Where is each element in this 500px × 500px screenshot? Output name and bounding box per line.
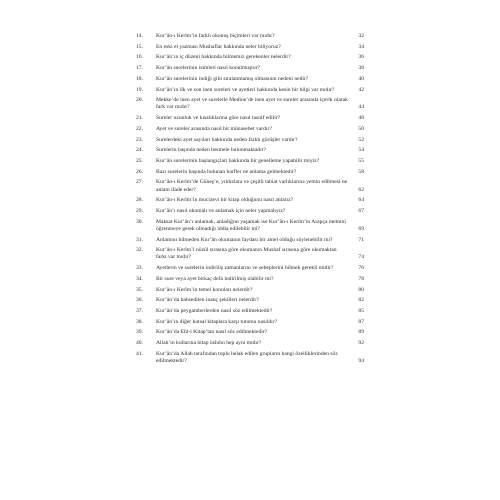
toc-entry-page-number: 36: [358, 54, 364, 61]
toc-entry-title: Kur’ân-ı Kerîm’in farklı okunuş biçimleri var mıdır?: [156, 33, 275, 39]
toc-entry-title: Kur’ân’ın iç düzeni hakkında bilmemiz gerekenler nelerdir?: [156, 54, 291, 61]
toc-entry-title: Kur’ân-ı Kerîm’de Güneş’e, yıldızlara ve çeşitli tabiat varlıklarına yemin edilmesi ne anlam ifade eder?: [156, 179, 348, 193]
toc-entry-number: 17.: [136, 65, 143, 72]
toc-entry-number: 32.: [136, 247, 143, 254]
toc-entry: [136, 44, 364, 51]
toc-entry: [136, 247, 364, 261]
toc-entry-number: 14.: [136, 33, 143, 39]
toc-entry-title: Kur’ân’ın ilk ve son inen sureleri ve ayetleri hakkında kesin bir bilgi var mıdır?: [156, 86, 335, 93]
toc-entry: [136, 158, 364, 165]
toc-entry-page-number: 44: [358, 104, 364, 111]
toc-entry-title: Ayet ve sureler arasında nasıl bir münasebet vardır?: [156, 125, 272, 132]
toc-entry-page-number: 32: [358, 33, 364, 39]
toc-entry-page-number: 89: [358, 329, 364, 336]
toc-entry-title: Bir sure veya ayet birkaç defa indirilmiş olabilir mi?: [156, 275, 274, 282]
toc-entry-title: Kur’ân’da peygamberlerden nasıl söz edilmektedir?: [156, 307, 273, 314]
toc-entry-number: 29.: [136, 207, 143, 214]
toc-entry-title: Kur’ân’ı nasıl okumalı ve anlamak için neler yapmalıyız?: [156, 207, 286, 214]
toc-entry-page-number: 69: [358, 225, 364, 232]
toc-entry-title: Kur’ân surelerinin isimleri nasıl konulmuştur?: [156, 65, 260, 72]
toc-entry-title: Kur’ân-ı Kerîm’i nüzûl sırasına göre okumanın Mushaf sırasına göre okumaktan farkı var mıdır?: [156, 247, 337, 261]
toc-entry: [136, 319, 364, 326]
toc-entry-page-number: 55: [358, 157, 364, 164]
toc-entry-number: 20.: [136, 97, 143, 104]
toc-entry-number: 27.: [136, 179, 143, 186]
toc-entry-page-number: 82: [358, 297, 364, 304]
toc-entry-page-number: 76: [358, 265, 364, 272]
toc-entry: [136, 351, 364, 365]
toc-entry-number: 31.: [136, 236, 143, 243]
toc-entry-number: 35.: [136, 286, 143, 293]
toc-entry-number: 39.: [136, 329, 143, 336]
toc-entry-number: 21.: [136, 115, 143, 122]
toc-entry-number: 25.: [136, 157, 143, 164]
toc-entry: [136, 265, 364, 272]
toc-entry-title: Kur’ân surelerinin indiği gibi sıralanmamış olmasının nedeni nedir?: [156, 75, 309, 82]
toc-entry-number: 41.: [136, 350, 143, 357]
toc-entry-title: En eski el yazması Mushaflar hakkında neler biliyoruz?: [156, 43, 281, 50]
toc-entry: [136, 115, 364, 122]
toc-entry-title: Kur’ân’ın diğer kutsal kitaplara karşı tutumu nasıldır?: [156, 318, 278, 325]
toc-entry: [136, 340, 364, 347]
toc-entry-title: Kur’ân-ı Kerîm’in mucizevi bir kitap olduğunu nasıl anlarız?: [156, 197, 294, 204]
toc-entry-title: Surelerin başında neden besmele bulunmaktadır?: [156, 147, 266, 154]
toc-entry-title: Mekke’de inen ayet ve surelerle Medine’de inen ayet ve sureler arasında içerik olarak fark var mıdır?: [156, 97, 348, 111]
toc-entry: [136, 147, 364, 154]
toc-entry-title: Kur’ân’da Allah tarafından toplu helak edilen grupların hangi özelliklerinden söz edilmektedir?: [156, 350, 338, 364]
toc-entry-page-number: 67: [358, 207, 364, 214]
toc-entry: [136, 65, 364, 72]
toc-entry-page-number: 38: [358, 65, 364, 72]
toc-entry-page-number: 58: [358, 168, 364, 175]
toc-entry-number: 37.: [136, 307, 143, 314]
toc-entry: [136, 208, 364, 215]
toc-entry-page-number: 52: [358, 136, 364, 143]
toc-entry: [136, 329, 364, 336]
toc-entry-page-number: 40: [358, 75, 364, 82]
toc-entry-number: 16.: [136, 54, 143, 61]
toc-entry: [136, 219, 364, 233]
toc-entry-number: 33.: [136, 265, 143, 272]
toc-entry-page-number: 80: [358, 286, 364, 293]
toc-entry-number: 15.: [136, 43, 143, 50]
toc-entry-page-number: 71: [358, 236, 364, 243]
toc-entry-number: 36.: [136, 297, 143, 304]
toc-entry: [136, 126, 364, 133]
toc-entry: [136, 33, 364, 40]
toc-entry: [136, 97, 364, 111]
toc-entry-title: Kur’ân-ı Kerîm’in temel konuları nelerdir?: [156, 286, 253, 293]
toc-entry-title: Bazı surelerin başında bulunan harfler ne anlama gelmektedir?: [156, 168, 297, 175]
toc-entry-title: Kur’ân’da bahsedilen inanç şekilleri nelerdir?: [156, 297, 259, 304]
toc-entry-title: Ayetlerin ve surelerin indiriliş zamanlarını ve sebeplerini bilmek gerekli midir?: [156, 265, 334, 272]
toc-entry-page-number: 74: [358, 254, 364, 261]
toc-entry-page-number: 42: [358, 86, 364, 93]
toc-entry-number: 19.: [136, 86, 143, 93]
toc-entry-page-number: 94: [358, 358, 364, 364]
toc-entry-title: Anlamını bilmeden Kur’ân okumanın faydası bir amel olduğu söylenebilir mi?: [156, 236, 333, 243]
toc-entry-page-number: 64: [358, 197, 364, 204]
toc-entry: [136, 137, 364, 144]
toc-entry: [136, 179, 364, 193]
toc-entry: [136, 197, 364, 204]
toc-entry-page-number: 92: [358, 340, 364, 347]
toc-entry-number: 26.: [136, 168, 143, 175]
toc-entry: [136, 308, 364, 315]
toc-entry-title: Sureler uzunluk ve kısalıklarına göre nasıl tasnif edilir?: [156, 115, 281, 122]
toc-entry-number: 22.: [136, 125, 143, 132]
toc-entry: [136, 237, 364, 244]
toc-entry-title: Surelerdeki ayet sayıları hakkında neden farklı görüşler vardır?: [156, 136, 298, 143]
toc-entry-number: 28.: [136, 197, 143, 204]
toc-entry-number: 38.: [136, 318, 143, 325]
toc-entry: [136, 169, 364, 176]
toc-entry-page-number: 54: [358, 147, 364, 154]
toc-entry-page-number: 50: [358, 125, 364, 132]
toc-entry-page-number: 78: [358, 275, 364, 282]
toc-entry: [136, 76, 364, 83]
toc-entry-title: Maksat Kur’ân’ı anlamak, anladığını yaşamak ise Kur’ân-ı Kerîm’in Arapça metnini öğrenmeye gerek olmadığı iddia edilebilir mi?: [156, 218, 346, 232]
toc-entry: [136, 54, 364, 61]
toc-entry-title: Kur’ân’da Ehl-i Kitap’tan nasıl söz edilmektedir?: [156, 329, 268, 336]
toc-entry-title: Allah’ın kullarına hitap üslubu hep aynı mıdır?: [156, 340, 262, 347]
toc-entry: [136, 297, 364, 304]
toc-entry-number: 23.: [136, 136, 143, 143]
toc-entry-page-number: 85: [358, 307, 364, 314]
toc-entry-title: Kur’ân surelerinin başlangıçları hakkında bir genelleme yapabilir miyiz?: [156, 157, 320, 164]
toc-entry-number: 30.: [136, 218, 143, 225]
toc-entry: [136, 276, 364, 283]
toc-entry-number: 40.: [136, 340, 143, 347]
toc-entry-number: 18.: [136, 75, 143, 82]
toc-entry-page-number: 87: [358, 318, 364, 325]
toc-entry-number: 24.: [136, 147, 143, 154]
toc-entry-page-number: 62: [358, 186, 364, 193]
toc-entry: [136, 287, 364, 294]
table-of-contents: [136, 33, 364, 369]
toc-entry-page-number: 48: [358, 115, 364, 122]
toc-entry: [136, 87, 364, 94]
toc-entry-page-number: 34: [358, 43, 364, 50]
toc-entry-number: 34.: [136, 275, 143, 282]
